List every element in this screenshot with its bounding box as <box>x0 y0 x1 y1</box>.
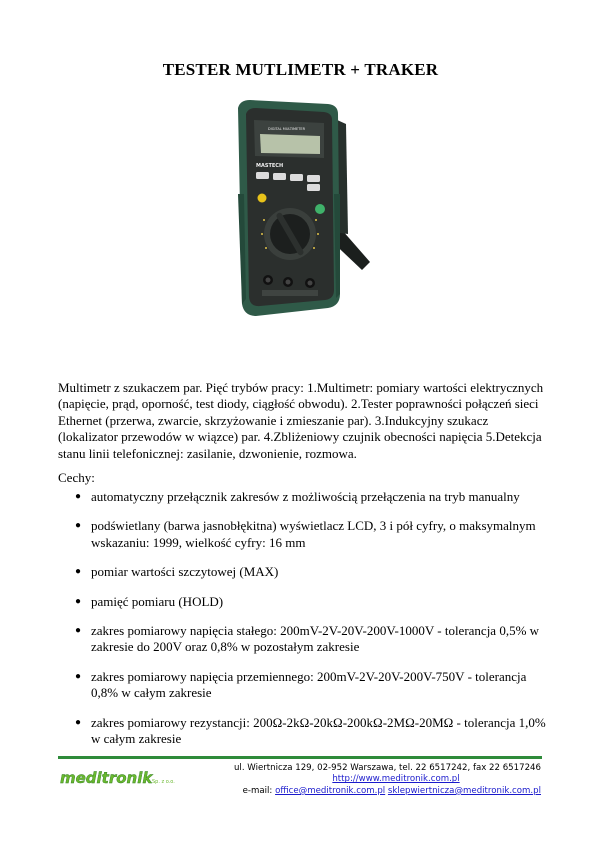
bullet-icon: ● <box>75 520 82 532</box>
bullet-icon: ● <box>75 625 82 637</box>
bullet-icon: ● <box>75 491 82 502</box>
logo-suffix: Sp. z o.o. <box>152 779 175 785</box>
display-label: DIGITAL MULTIMETER <box>268 127 306 131</box>
list-item <box>58 518 548 551</box>
feature-text: pomiar wartości szczytowej (MAX) <box>91 564 279 580</box>
bullet-icon: ● <box>75 716 82 728</box>
multimeter-image <box>228 94 378 324</box>
feature-text: pamięć pomiaru (HOLD) <box>91 593 224 609</box>
logo-text: meditronik <box>60 769 153 787</box>
feature-text: automatyczny przełącznik zakresów z możliwością przełączenia na tryb manualny <box>91 489 520 504</box>
features-heading: Cechy: <box>58 470 95 485</box>
list-item <box>58 594 548 610</box>
email-shop-link[interactable]: sklepwiertnicza@meditronik.com.pl <box>387 785 541 796</box>
feature-text: zakres pomiarowy napięcia stałego: 200mV-2V-20V-200V-1000V - tolerancja 0,5% w zakresie do 200V oraz 0,8% w pozostałym zakresie <box>91 623 540 655</box>
list-item <box>58 669 548 702</box>
footer-divider <box>58 756 542 759</box>
feature-text: podświetlany (barwa jasnobłękitna) wyświetlacz LCD, 3 i pół cyfry, o maksymalnym wskazaniu: 1999, wielkość cyfry: 16 mm <box>91 518 536 550</box>
email-office-link[interactable]: office@meditronik.com.pl <box>275 785 386 796</box>
footer-address: ul. Wiertnicza 129, 02-952 Warszawa, tel. 22 6517242, fax 22 6517246 <box>233 763 541 773</box>
list-item <box>58 623 548 656</box>
website-link[interactable]: http://www.meditronik.com.pl <box>332 774 460 785</box>
product-description: Multimetr z szukaczem par. Pięć trybów pracy: 1.Multimetr: pomiary wartości elektrycznych (napięcie, prąd, oporność, test diody, ciągłość obwodu). 2.Tester poprawności połączeń sieci Ethernet (przerwa, zwarcie, skrzyżowanie i zmieszanie par). 3.Indukcyjny szukacz (lokalizator przewodów w wiązce) par. 4.Zbliżeniowy czujnik obecności napięcia 5.Detekcja stanu linii telefonicznej: zasilanie, dzwonienie, rozmowa. <box>58 380 544 461</box>
bullet-icon: ● <box>75 595 82 607</box>
feature-text: zakres pomiarowy napięcia przemiennego: 200mV-2V-20V-200V-750V - tolerancja 0,8% w całym zakresie <box>91 668 527 701</box>
list-item <box>58 489 548 505</box>
list-item <box>58 564 548 580</box>
page-title: TESTER MUTLIMETR + TRAKER <box>162 60 439 79</box>
footer-contact <box>211 763 541 797</box>
meditronik-logo <box>58 764 183 794</box>
feature-text: zakres pomiarowy rezystancji: 200Ω-2kΩ-20kΩ-200kΩ-2MΩ-20MΩ - tolerancja 1,0% w całym zakresie <box>91 714 546 747</box>
brand-label: MASTECH <box>256 163 284 169</box>
list-item <box>58 715 548 748</box>
email-label: e-mail: <box>242 785 273 796</box>
bullet-icon: ● <box>75 670 82 682</box>
features-list <box>58 489 548 760</box>
bullet-icon: ● <box>75 566 82 578</box>
